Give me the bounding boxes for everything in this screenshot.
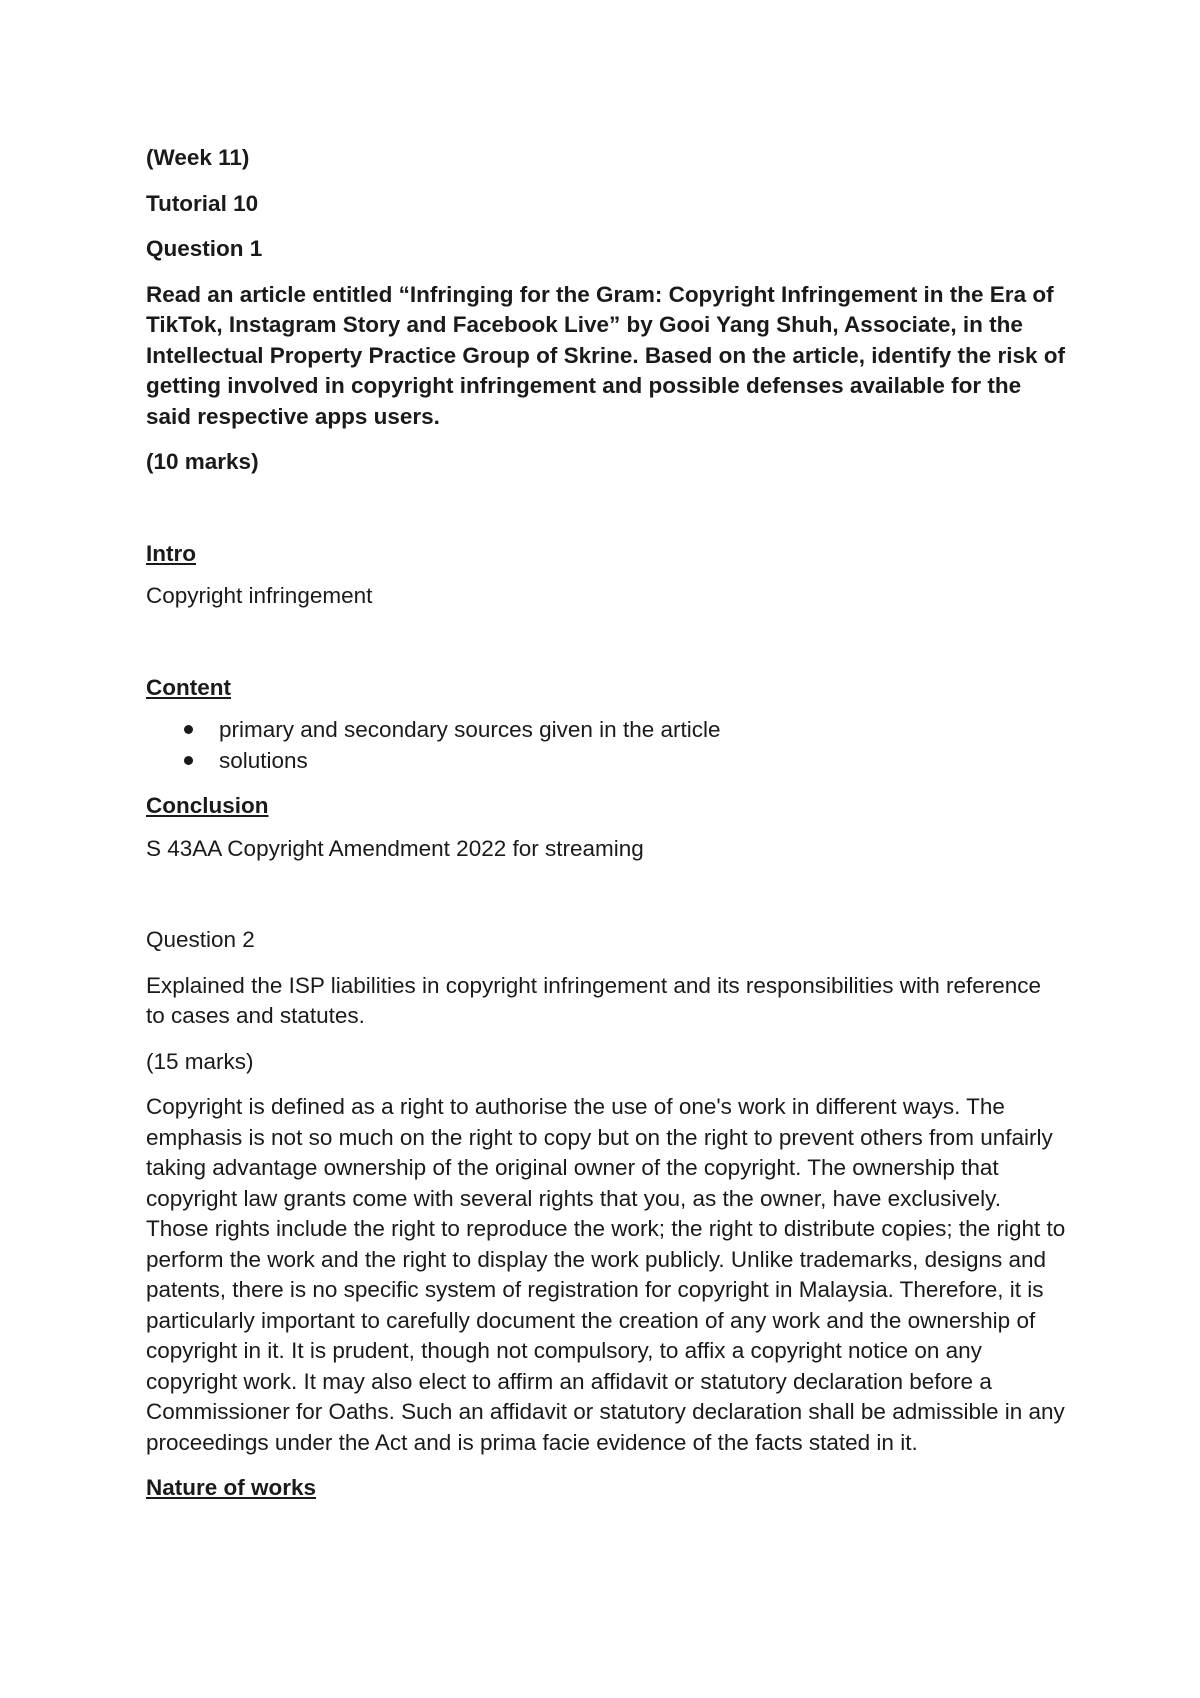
spacer bbox=[146, 493, 1066, 539]
bullet-icon bbox=[184, 725, 193, 734]
content-list bbox=[146, 715, 1066, 776]
tutorial-label: Tutorial 10 bbox=[146, 190, 259, 216]
list-item bbox=[146, 715, 1066, 746]
question1-prompt: Read an article entitled “Infringing for the Gram: Copyright Infringement in the Era of TikTok, Instagram Story and Facebook Live” by Gooi Yang Shuh, Associate, in the Intellectual Property Practice Group of Skrine. Based on the article, identify the risk of getting involved in copyright infringement and possible defenses available for the said respective apps users. bbox=[146, 281, 1065, 429]
list-item-text: solutions bbox=[219, 747, 308, 773]
conclusion-text: S 43AA Copyright Amendment 2022 for streaming bbox=[146, 835, 644, 861]
spacer bbox=[146, 879, 1066, 925]
question1-marks: (10 marks) bbox=[146, 449, 259, 474]
week-label: (Week 11) bbox=[146, 145, 250, 170]
question1-title: Question 1 bbox=[146, 236, 263, 261]
intro-heading: Intro bbox=[146, 540, 196, 566]
intro-text: Copyright infringement bbox=[146, 583, 373, 608]
bullet-icon bbox=[184, 756, 193, 765]
content-heading: Content bbox=[146, 674, 231, 700]
spacer bbox=[146, 627, 1066, 673]
list-item bbox=[146, 746, 1066, 777]
list-item-text: primary and secondary sources given in the article bbox=[219, 717, 721, 742]
question2-prompt: Explained the ISP liabilities in copyright infringement and its responsibilities with reference to cases and statutes. bbox=[146, 972, 1042, 1028]
nature-of-works-heading: Nature of works bbox=[146, 1475, 317, 1500]
document-page bbox=[146, 143, 1066, 1516]
conclusion-heading: Conclusion bbox=[146, 793, 269, 818]
question2-answer: Copyright is defined as a right to authorise the use of one's work in different ways. The emphasis is not so much on the right to copy but on the right to prevent others from unfairly taking advantage ownership of the original owner of the copyright. The ownership that copyright law grants come with several rights that you, as the owner, have exclusively. Those rights include the right to reproduce the work; the right to distribute copies; the right to perform the work and the right to display the work publicly. Unlike trademarks, designs and patents, there is no specific system of registration for copyright in Malaysia. Therefore, it is particularly important to carefully document the creation of any work and the ownership of copyright in it. It is prudent, though not compulsory, to affix a copyright notice on any copyright work. It may also elect to affirm an affidavit or statutory declaration before a Commissioner for Oaths. Such an affidavit or statutory declaration shall be admissible in any proceedings under the Act and is prima facie evidence of the facts stated in it. bbox=[146, 1094, 1066, 1455]
question2-title: Question 2 bbox=[146, 927, 255, 952]
question2-marks: (15 marks) bbox=[146, 1048, 254, 1074]
